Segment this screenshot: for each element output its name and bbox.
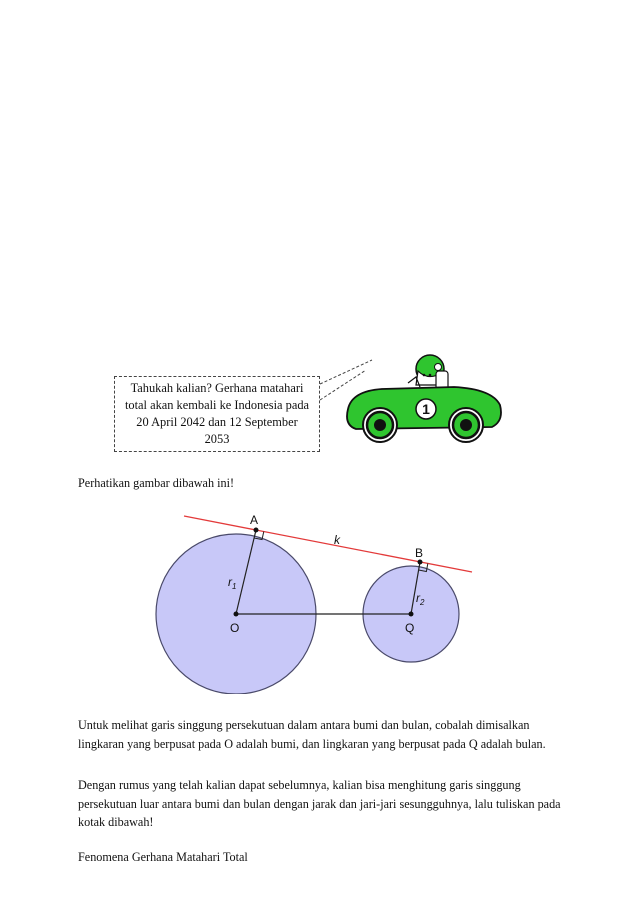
point-a [254, 528, 259, 533]
intro-text: Perhatikan gambar dibawah ini! [78, 476, 235, 490]
point-b [418, 560, 423, 565]
label-k: k [334, 533, 340, 547]
tangent-circles-diagram [150, 508, 480, 694]
car-number: 1 [422, 401, 430, 417]
fact-callout-text: Tahukah kalian? Gerhana matahari total akan kembali ke Indonesia pada 20 April 2042 dan 12 September 2053 [124, 381, 310, 446]
racing-car-icon [342, 347, 506, 449]
paragraph-2: Dengan rumus yang telah kalian dapat sebelumnya, kalian bisa menghitung garis singgung persekutuan luar antara bumi dan bulan dengan jarak dan jari-jari sesungguhnya, lalu tuliskan pada kotak dibawah! [78, 778, 561, 830]
page-footer: Fenomena Gerhana Matahari Total [78, 850, 248, 864]
fact-callout-box [114, 376, 320, 452]
paragraph-1: Untuk melihat garis singgung persekutuan dalam antara bumi dan bulan, cobalah dimisalkan lingkaran yang berpusat pada O adalah bumi, dan lingkaran yang berpusat pada Q adalah bulan. [78, 718, 546, 751]
label-o: O [230, 621, 240, 635]
point-o [234, 612, 239, 617]
label-r1: $r_1$ [228, 575, 237, 591]
label-r2: $r_2$ [416, 591, 425, 607]
point-q [409, 612, 414, 617]
label-a: A [250, 513, 259, 527]
label-q: Q [405, 621, 415, 635]
label-b: B [415, 546, 424, 560]
